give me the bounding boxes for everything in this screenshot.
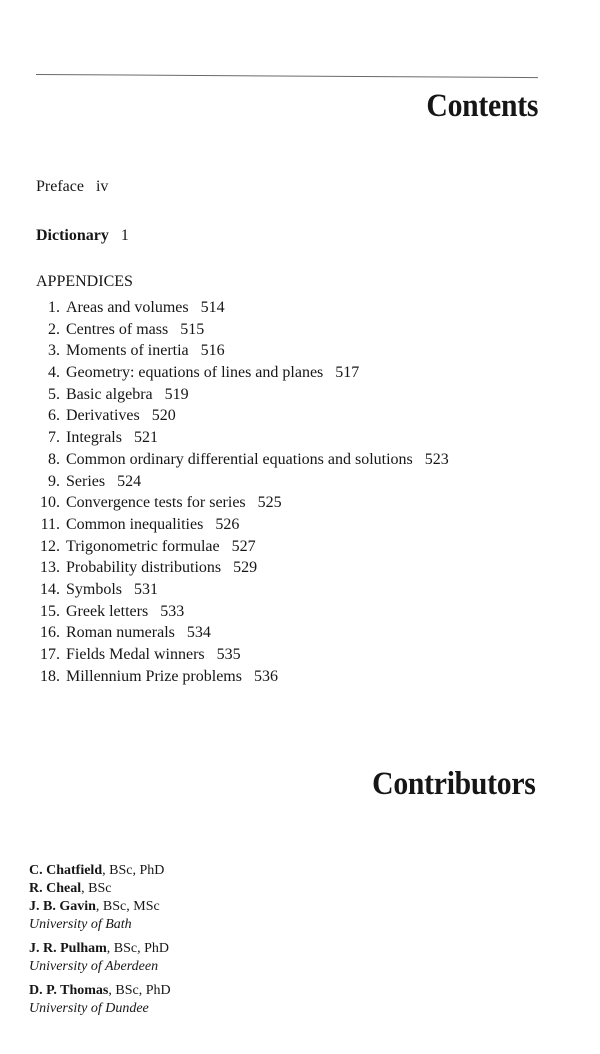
entry-title: Common inequalities	[66, 515, 204, 533]
toc-entry-appendix[interactable]	[30, 516, 449, 538]
entry-page: 536	[253, 667, 278, 685]
toc-entry-appendix[interactable]	[30, 494, 449, 516]
entry-page: 523	[424, 450, 449, 468]
contributor	[29, 862, 171, 880]
entry-number: 15.	[40, 602, 60, 620]
contributor	[29, 940, 171, 958]
entry-number: 18.	[40, 667, 60, 685]
entry-number: 1.	[48, 299, 60, 316]
entry-title: Series	[66, 472, 106, 490]
entry-page: 519	[164, 385, 189, 403]
entry-page: iv	[95, 178, 109, 195]
entry-number: 4.	[48, 364, 60, 382]
entry-title: Derivatives	[66, 407, 140, 425]
entry-title: Common ordinary differential equations and solutions	[66, 450, 413, 468]
contributor-qualifications: , BSc, PhD	[106, 941, 170, 956]
toc-entry-appendix[interactable]	[30, 538, 449, 560]
toc-entry-appendix[interactable]	[30, 407, 449, 429]
entry-page: 531	[134, 580, 159, 598]
contributor-qualifications: , BSc, PhD	[108, 983, 171, 998]
contributor-qualifications: , BSc, MSc	[95, 899, 160, 914]
entry-number: 13.	[40, 559, 60, 577]
toc-entry-appendix[interactable]	[30, 559, 449, 581]
contributor-qualifications: , BSc, PhD	[102, 863, 165, 878]
toc-entry-preface[interactable]	[36, 178, 108, 196]
entry-page: 525	[257, 494, 282, 512]
contributor-name: R. Cheal	[29, 881, 82, 896]
entry-page: 524	[117, 472, 142, 490]
entry-title: Integrals	[66, 429, 122, 447]
entry-title: Areas and volumes	[66, 299, 189, 316]
toc-entry-appendix[interactable]	[30, 364, 449, 386]
contributor-name: D. P. Thomas	[29, 983, 109, 998]
contributor-institution: University of Bath	[29, 917, 132, 932]
entry-page: 526	[215, 515, 240, 533]
entry-title: Convergence tests for series	[66, 494, 246, 512]
entry-title: Basic algebra	[66, 385, 153, 403]
entry-number: 10.	[40, 494, 60, 512]
entry-page: 521	[133, 429, 158, 447]
entry-number: 2.	[48, 320, 60, 338]
toc-entry-appendix[interactable]	[30, 342, 449, 364]
entry-page: 527	[231, 537, 256, 555]
entry-number: 11.	[40, 515, 60, 533]
entry-page: 534	[186, 624, 211, 642]
entry-title: Dictionary	[36, 227, 109, 244]
entry-title: Symbols	[66, 580, 123, 598]
entry-title: Greek letters	[66, 602, 149, 620]
contributor-name: J. B. Gavin	[29, 899, 96, 914]
toc-entry-appendix[interactable]	[30, 624, 449, 646]
appendices-heading: APPENDICES	[36, 273, 133, 290]
contributor-qualifications: , BSc	[81, 881, 112, 896]
entry-page: 529	[233, 559, 258, 577]
contributors-heading: Contributors	[372, 766, 536, 802]
contributor-name: J. R. Pulham	[29, 941, 107, 956]
entry-title: Probability distributions	[66, 559, 222, 577]
entry-title: Trigonometric formulae	[66, 537, 220, 555]
appendix-list	[30, 299, 449, 689]
entry-title: Moments of inertia	[66, 342, 189, 360]
entry-page: 516	[200, 342, 225, 360]
entry-page: 520	[151, 407, 176, 425]
header-rule	[36, 74, 538, 78]
toc-entry-appendix[interactable]	[30, 646, 449, 668]
entry-number: 3.	[48, 342, 60, 360]
entry-page: 517	[335, 364, 360, 382]
contributor-list	[29, 862, 171, 1024]
entry-number: 9.	[48, 472, 60, 490]
contributor-institution: University of Dundee	[29, 1001, 149, 1016]
toc-entry-appendix[interactable]	[30, 429, 449, 451]
entry-title: Fields Medal winners	[66, 646, 205, 663]
toc-entry-dictionary[interactable]	[36, 227, 129, 245]
contributor	[29, 880, 171, 898]
toc-entry-appendix[interactable]	[30, 321, 449, 343]
toc-entry-appendix[interactable]	[30, 581, 449, 603]
toc-entry-appendix[interactable]	[30, 473, 449, 495]
entry-page: 535	[216, 646, 241, 663]
contributor	[29, 982, 171, 1000]
entry-number: 12.	[40, 537, 60, 555]
entry-page: 533	[160, 602, 185, 620]
entry-title: Geometry: equations of lines and planes	[66, 364, 324, 382]
entry-number: 7.	[48, 429, 60, 447]
entry-number: 17.	[40, 646, 60, 663]
entry-number: 16.	[40, 624, 60, 642]
entry-number: 5.	[48, 385, 60, 403]
entry-title: Roman numerals	[66, 624, 175, 642]
toc-entry-appendix[interactable]	[30, 299, 449, 321]
entry-number: 14.	[40, 580, 60, 598]
entry-title: Centres of mass	[66, 320, 169, 338]
entry-page: 1	[120, 227, 129, 244]
contributor-name: C. Chatfield	[29, 863, 103, 878]
entry-page: 514	[200, 299, 225, 316]
toc-entry-appendix[interactable]	[30, 668, 449, 690]
contents-heading: Contents	[426, 88, 538, 124]
entry-page: 515	[180, 320, 205, 338]
entry-number: 8.	[48, 450, 60, 468]
entry-title: Millennium Prize problems	[66, 667, 242, 685]
entry-title: Preface	[36, 178, 84, 195]
toc-entry-appendix[interactable]	[30, 603, 449, 625]
entry-number: 6.	[48, 407, 60, 425]
contributor-institution: University of Aberdeen	[29, 959, 159, 974]
toc-entry-appendix[interactable]	[30, 451, 449, 473]
toc-entry-appendix[interactable]	[30, 386, 449, 408]
contributor	[29, 898, 171, 916]
